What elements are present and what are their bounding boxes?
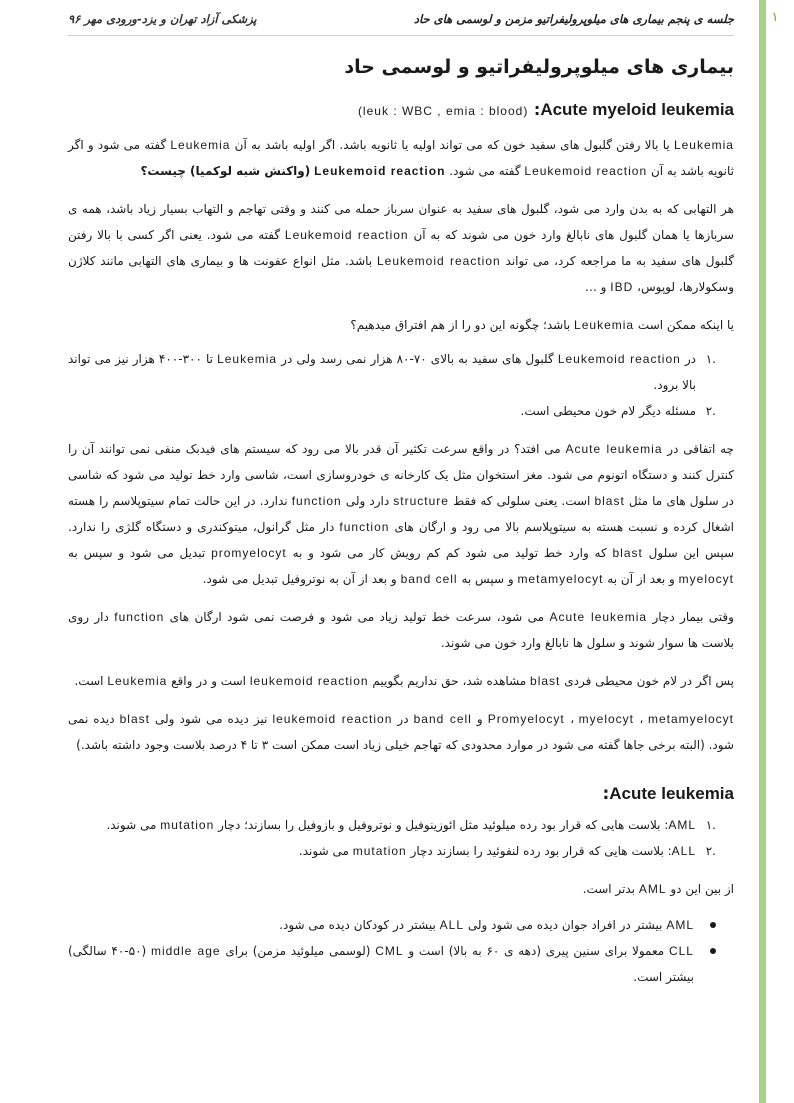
session-label: جلسه ی پنجم [667, 12, 734, 26]
text-run: مسئله دیگر لام خون محیطی است. [520, 404, 696, 418]
text-run: هر التهابی که به بدن وارد می شود، گلبول های سفید به عنوان سرباز حمله می کنند و وقتی تهاجم و التهاب بسیار زیاد باشد، همه ی سربازها یا همان گلبول های نابالغ وارد خون می شوند که به آن [68, 202, 734, 242]
section-heading-en: Acute myeloid leukemia [540, 100, 734, 119]
paragraph-cell-stages [68, 706, 734, 758]
paragraph-leukemoid [68, 196, 734, 300]
term: Leukemia [673, 138, 734, 152]
term: CLL [668, 944, 694, 958]
text-run: و بعد از آن به نوتروفیل تبدیل می شود. [202, 572, 397, 586]
term: blast [612, 546, 643, 560]
text-run: است. [74, 674, 104, 688]
text-run: یا بالا رفتن گلبول های سفید خون که می تواند اولیه یا ثانویه باشد. اگر اولیه باشد به آن [234, 138, 670, 152]
list-number: .۲ [705, 844, 716, 858]
document-page [68, 0, 734, 990]
text-run: گفته می شود و اگر ثانویه باشد به آن [68, 138, 734, 178]
text-run: گفته می شود. یعنی اگر کسی با بالا رفتن گلبول های سفید به ما مراجعه کرد، می تواند [68, 228, 734, 268]
bullet-dot-icon [710, 948, 716, 954]
text-run: ندارد. در این حالت تمام سیتوپلاسم را هسته اشغال کرده و نسبت هسته به سیتوپلاسم بالا می رود و ارگان های [68, 494, 734, 534]
paragraph-comparison [68, 876, 734, 902]
text-run: دارد ولی [345, 494, 390, 508]
term: promyelocyt [211, 546, 287, 560]
text-run: است. یعنی سلولی که فقط [453, 494, 591, 508]
text-run: است و در واقع [171, 674, 246, 688]
page-title: بیماری های میلوپرولیفراتیو و لوسمی حاد [344, 56, 734, 78]
list-item [68, 838, 716, 864]
term: Leukemia [574, 318, 635, 332]
etymology-note: (leuk : WBC , emia : blood) [357, 104, 529, 118]
term: blast [119, 712, 150, 726]
text-run: مشاهده شد، حق نداریم بگوییم [372, 674, 527, 688]
text-run: تبدیل می شود و سپس به [68, 546, 206, 560]
section-heading-aml [68, 100, 734, 120]
list-item [68, 346, 716, 398]
bullet-dot-icon [710, 922, 716, 928]
running-header [68, 0, 734, 36]
text-run: می شوند. [106, 818, 157, 832]
text-run: که وارد خط تولید می شود کم کم رویش کار می شود و به [292, 546, 607, 560]
text-run: و [476, 712, 483, 726]
term: metamyelocyt [517, 572, 604, 586]
text-run: بیشتر در افراد جوان دیده می شود ولی [467, 918, 663, 932]
term: ALL [671, 844, 696, 858]
text-run: می شوند. [298, 844, 349, 858]
term: leukemoid reaction [272, 712, 393, 726]
list-item [68, 398, 716, 424]
term: blast [594, 494, 625, 508]
list-number: .۱ [705, 352, 716, 366]
text-run: و بعد از آن به [607, 572, 675, 586]
text-run: گفته می شود. [449, 164, 521, 178]
term: middle age [150, 944, 221, 958]
text-run: باشد. مثل انواع عفونت ها و بیماری های التهابی مانند کلاژن وسکولارها، لوپوس، [68, 254, 734, 294]
text-run: دار مثل گرانول، میتوکندری و دستگاه گلژی را ندارد. سپس این سلول [68, 520, 734, 560]
text-run: یا اینکه ممکن است [637, 318, 734, 332]
text-run: : بلاست هایی که قرار بود رده لنفوئید را بسازند دچار [410, 844, 672, 858]
term: AML [638, 882, 667, 896]
heading-colon: : [533, 100, 541, 119]
page-number: ۱ [771, 10, 779, 25]
term: AML [668, 818, 696, 832]
text-run: بدتر است. [582, 882, 636, 896]
term: function [291, 494, 342, 508]
text-run: دیده نمی شود. (البته برخی جاها گفته می شود در موارد محدودی که تهاجم خیلی زیاد است ممکن است ۳ تا ۴ درصد بلاست وجود داشته باشد.) [68, 712, 734, 752]
term: band cell [400, 572, 458, 586]
text-run: می افتد؟ در واقع سرعت تکثیر آن قدر بالا می رود که سیستم های فیدبک منفی نمی توانند آن را کنترل کنند و دستگاه اتونوم می شود. مغز استخوان مثل یک کارخانه ی خودروسازی است، شاسی وارد خط تولید می شود که شاسی در سلول های ما مثل [68, 442, 734, 508]
term: ALL [439, 918, 465, 932]
text-run: می شود، سرعت خط تولید زیاد می شود و فرصت نمی شود ارگان های [169, 610, 545, 624]
course-label: پزشکی آزاد تهران و یزد-ورودی مهر ۹۶ [68, 12, 257, 26]
paragraph-question [68, 312, 734, 338]
question-bold: (واکنش شبه لوکمیا) چیست؟ [140, 164, 311, 178]
list-number: .۲ [705, 404, 716, 418]
term: function [114, 610, 165, 624]
text-run: (لوسمی میلوئید مزمن) برای [225, 944, 371, 958]
text-run: در [397, 712, 409, 726]
term: structure [393, 494, 449, 508]
term-bold: Leukemoid reaction [314, 164, 446, 178]
term: band cell [413, 712, 472, 726]
term: Leukemoid reaction [557, 352, 681, 366]
term: blast [530, 674, 561, 688]
term: Leukemia [217, 352, 278, 366]
margin-accent-bar [759, 0, 766, 1103]
text-run: چه اتفاقی در [667, 442, 734, 456]
term: Leukemoid reaction [284, 228, 409, 242]
text-run: و سپس به [461, 572, 514, 586]
text-run: (۵۰-۴۰ سالگی) بیشتر است. [68, 944, 694, 984]
text-run: و … [584, 280, 607, 294]
paragraph-definition [68, 132, 734, 184]
term: leukemoid reaction [249, 674, 369, 688]
text-run: دار روی بلاست ها سوار شوند و سلول ها نابالغ وارد خون می شوند. [68, 610, 734, 650]
term: myelocyt [678, 572, 734, 586]
term: Acute leukemia [565, 442, 663, 456]
term: function [339, 520, 390, 534]
text-run: باشد؛ چگونه این دو را از هم افتراق میدهیم؟ [350, 318, 571, 332]
term: mutation [352, 844, 407, 858]
bullet-item [68, 912, 716, 938]
numbered-list-differences [68, 346, 734, 424]
text-run: بیشتر در کودکان دیده می شود. [279, 918, 436, 932]
term: Leukemia [107, 674, 168, 688]
bullet-item [68, 938, 716, 990]
section-heading-en: Acute leukemia [609, 784, 734, 803]
paragraph-acute-leukemia-mechanism [68, 436, 734, 592]
term: Leukemoid reaction [524, 164, 648, 178]
text-run: : بلاست هایی که قرار بود رده میلوئید مثل ائوزینوفیل و نوتروفیل و بازوفیل را بسازند؛ دچار [218, 818, 669, 832]
text-run: وقتی بیمار دچار [652, 610, 734, 624]
section-heading-acute-leukemia [68, 784, 734, 804]
session-title: بیماری های میلوپرولیفراتیو مزمن و لوسمی های حاد [413, 12, 664, 26]
text-run: از بین این دو [670, 882, 734, 896]
paragraph-peripheral-smear [68, 668, 734, 694]
term: Acute leukemia [549, 610, 648, 624]
numbered-list-types [68, 812, 734, 864]
term: AML [666, 918, 694, 932]
text-run: در [684, 352, 697, 366]
term: mutation [160, 818, 215, 832]
text-run: معمولا برای سنین پیری (دهه ی ۶۰ به بالا) است و [408, 944, 665, 958]
term: Leukemoid reaction [376, 254, 501, 268]
text-run: تا ۳۰۰-۴۰۰ هزار نیز می تواند بالا برود. [68, 352, 696, 392]
term: Leukemia [170, 138, 231, 152]
bullet-list-age-groups [68, 912, 734, 990]
term: Promyelocyt ، myelocyt ، metamyelocyt [487, 712, 734, 726]
list-number: .۱ [705, 818, 716, 832]
header-session [414, 12, 734, 26]
text-run: نیز دیده می شود ولی [155, 712, 268, 726]
paragraph-blast-in-blood [68, 604, 734, 656]
text-run: پس اگر در لام خون محیطی فردی [564, 674, 734, 688]
list-item [68, 812, 716, 838]
text-run: گلبول های سفید به بالای ۷۰-۸۰ هزار نمی رسد ولی در [281, 352, 554, 366]
term: CML [375, 944, 404, 958]
term: IBD [610, 280, 634, 294]
heading-colon: : [602, 784, 610, 804]
